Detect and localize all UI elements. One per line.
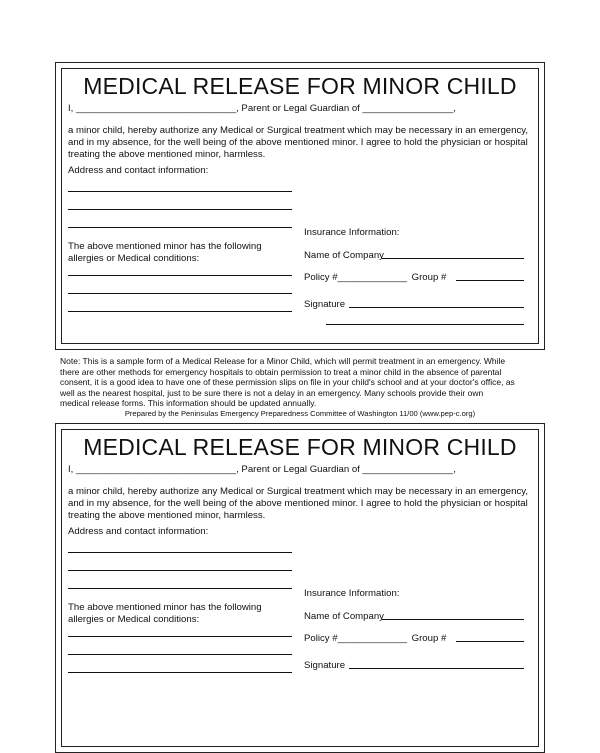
address-line-1[interactable]	[68, 191, 292, 192]
authorization-line-2: and in my absence, for the well being of the above mentioned minor. I agree to hold the physician or hospital	[68, 137, 528, 148]
signature-line-2[interactable]	[326, 324, 524, 325]
policy-row	[304, 633, 446, 645]
policy-blank[interactable]: _____________	[337, 633, 407, 644]
signature-line[interactable]	[349, 668, 524, 669]
address-line-2[interactable]	[68, 570, 292, 571]
allergies-line-1[interactable]	[68, 275, 292, 276]
policy-blank[interactable]: _____________	[337, 272, 407, 283]
allergies-label-2: allergies or Medical conditions:	[68, 253, 200, 264]
group-line[interactable]	[456, 641, 524, 642]
guardian-middle-text: , Parent or Legal Guardian of	[236, 464, 360, 475]
company-line[interactable]	[382, 619, 524, 620]
group-line[interactable]	[456, 280, 524, 281]
address-line-3[interactable]	[68, 588, 292, 589]
signature-label: Signature	[304, 299, 346, 310]
policy-label: Policy #	[304, 272, 338, 283]
medical-release-form-2	[55, 423, 545, 753]
insurance-label: Insurance Information:	[304, 227, 400, 238]
company-label: Name of Company	[304, 611, 384, 622]
medical-release-form-1	[55, 62, 545, 350]
authorization-line-1: a minor child, hereby authorize any Medical or Surgical treatment which may be necessary in an emergency,	[68, 486, 529, 497]
insurance-label: Insurance Information:	[304, 588, 400, 599]
authorization-line-3: treating the above mentioned minor, harmless.	[68, 149, 266, 160]
form-title: MEDICAL RELEASE FOR MINOR CHILD	[83, 73, 517, 99]
guardian-end: ,	[453, 464, 456, 475]
note-line-2: there are other methods for emergency hospitals to obtain permission to treat a minor child in the absence of parental	[60, 366, 502, 377]
guardian-end: ,	[453, 103, 456, 114]
address-label: Address and contact information:	[68, 165, 209, 176]
guardian-lead: I,	[68, 103, 74, 114]
group-label: Group #	[411, 633, 447, 644]
allergies-label-1: The above mentioned minor has the following	[68, 241, 262, 252]
group-label: Group #	[411, 272, 447, 283]
note-line-5: medical release forms. This information should be updated annually.	[60, 398, 317, 409]
address-label: Address and contact information:	[68, 526, 209, 537]
company-line[interactable]	[382, 258, 524, 259]
allergies-label-2: allergies or Medical conditions:	[68, 614, 200, 625]
company-label: Name of Company	[304, 250, 384, 261]
authorization-line-1: a minor child, hereby authorize any Medical or Surgical treatment which may be necessary in an emergency,	[68, 125, 529, 136]
allergies-line-2[interactable]	[68, 654, 292, 655]
address-line-1[interactable]	[68, 552, 292, 553]
minor-name-blank[interactable]: _________________	[362, 464, 454, 475]
note-line-1: Note: This is a sample form of a Medical Release for a Minor Child, which will permit treatment in an emergency. While	[60, 356, 506, 366]
guardian-middle-text: , Parent or Legal Guardian of	[236, 103, 360, 114]
form-title: MEDICAL RELEASE FOR MINOR CHILD	[83, 434, 517, 460]
policy-label: Policy #	[304, 633, 338, 644]
allergies-line-3[interactable]	[68, 311, 292, 312]
signature-label: Signature	[304, 660, 346, 671]
guardian-line	[68, 103, 456, 115]
allergies-line-2[interactable]	[68, 293, 292, 294]
prepared-by-credit: Prepared by the Peninsulas Emergency Preparedness Committee of Washington 11/00 (www.pep-c.org)	[124, 409, 476, 418]
address-line-3[interactable]	[68, 227, 292, 228]
authorization-line-3: treating the above mentioned minor, harmless.	[68, 510, 266, 521]
note-line-4: well as the nearest hospital, just to be sure there is not a delay in an emergency. Many schools provide their own	[60, 387, 484, 398]
allergies-label-1: The above mentioned minor has the following	[68, 602, 262, 613]
note-paragraph	[60, 356, 540, 409]
minor-name-blank[interactable]: _________________	[362, 103, 454, 114]
guardian-name-blank[interactable]: ______________________________	[76, 103, 237, 114]
address-line-2[interactable]	[68, 209, 292, 210]
policy-row	[304, 272, 446, 284]
authorization-line-2: and in my absence, for the well being of the above mentioned minor. I agree to hold the physician or hospital	[68, 498, 528, 509]
allergies-line-1[interactable]	[68, 636, 292, 637]
note-line-3: consent, it is a good idea to have one of these permission slips on file in your child's school and at your doctor's office, as	[60, 377, 515, 388]
allergies-line-3[interactable]	[68, 672, 292, 673]
guardian-name-blank[interactable]: ______________________________	[76, 464, 237, 475]
guardian-lead: I,	[68, 464, 74, 475]
form-inner-border	[61, 429, 539, 747]
form-inner-border	[61, 68, 539, 344]
signature-line[interactable]	[349, 307, 524, 308]
guardian-line	[68, 464, 456, 476]
